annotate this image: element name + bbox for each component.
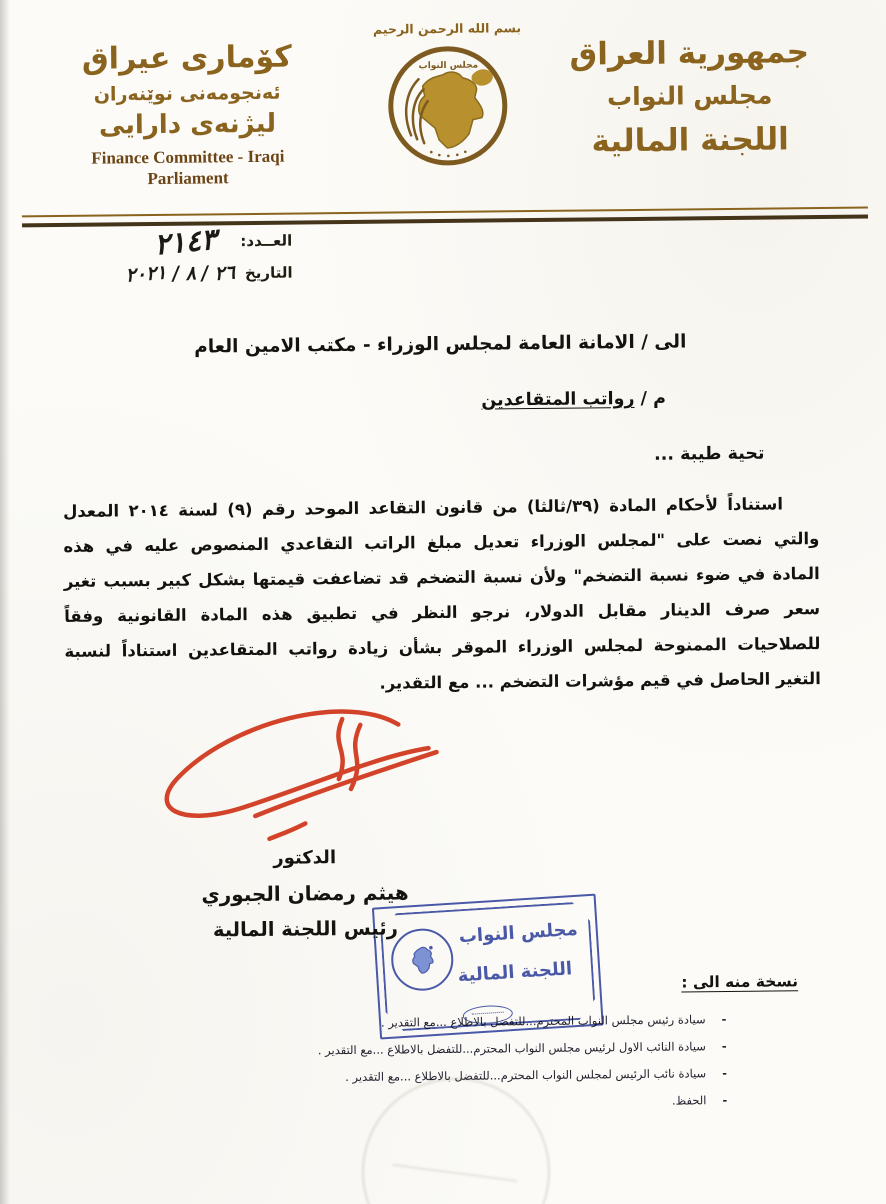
- cc-dash: -: [721, 1039, 727, 1054]
- letterhead-kurdish-line2: ئەنجومەنی نوێنەران: [93, 81, 281, 106]
- stamp-iraq-map-icon: [402, 938, 443, 982]
- letterhead-arabic-line1: جمهورية العراق: [569, 34, 810, 73]
- body-line: استناداً لأحكام المادة (٣٩/ثالثا) من قانون التقاعد الموحد رقم (٩) لسنة ٢٠١٤ المعدل: [62, 494, 784, 521]
- stamp-line2: اللجنة المالية: [457, 958, 573, 987]
- date-label: التاريخ: [244, 263, 293, 283]
- greeting-line: تحية طيبة ...: [653, 443, 765, 465]
- body-line: سعر صرف الدينار مقابل الدولار، نرجو النظر في تطبيق هذه المادة القانونية وفقاً: [64, 599, 821, 626]
- number-label: العــدد:: [240, 231, 293, 251]
- letterhead-english-line1: Finance Committee - Iraqi: [91, 146, 285, 168]
- emblem-bottom-marks: [430, 150, 467, 157]
- letterhead-english-line2: Parliament: [147, 167, 229, 188]
- date-separator: /: [200, 262, 210, 285]
- letterhead-arabic-block: [522, 28, 857, 168]
- iraq-map-shape: [418, 71, 483, 148]
- date-separator: /: [171, 262, 181, 286]
- cc-item-text: الحفظ.: [671, 1093, 707, 1108]
- letterhead-arabic-line2: مجلس النواب: [606, 80, 773, 112]
- body-line: المادة في ضوء نسبة التضخم" ولأن نسبة التضخم قد تضاعفت قيمتها بشكل كبير بسبب تغير: [63, 564, 820, 591]
- body-line: للصلاحيات الممنوحة لمجلس الوزراء الموقر بشأن زيادة رواتب المتقاعدين استناداً لنسبة: [64, 634, 821, 661]
- number-value-handwritten: ٢١٤٣: [152, 221, 218, 262]
- cc-dash: -: [722, 1066, 728, 1081]
- signer-title: الدكتور: [273, 847, 337, 869]
- emblem-top-text: مجلس النواب: [418, 60, 479, 71]
- body-line: والتي نصت على "لمجلس الوزراء تعديل مبلغ الراتب التقاعدي المنصوص عليه في هذه: [63, 529, 820, 556]
- letterhead-kurdish-line1: كۆماری عیراق: [81, 39, 292, 77]
- committee-stamp: [372, 894, 604, 1040]
- letterhead-center-block: [354, 21, 542, 174]
- cc-item-text: سيادة نائب الرئيس لمجلس النواب المحترم...للتفضل بالاطلاع ...مع التقدير .: [345, 1066, 707, 1085]
- date-year-handwritten: ٢٠٢١: [124, 261, 168, 287]
- cc-heading: نسخة منه الى :: [681, 972, 799, 992]
- stamp-line1: مجلس النواب: [458, 918, 579, 948]
- date-day-handwritten: ٢٦: [213, 261, 236, 286]
- handwritten-signature: [136, 690, 448, 848]
- cc-item-text: سيادة رئيس مجلس النواب المحترم...للتفضل بالاطلاع ...مع التقدير .: [380, 1012, 706, 1030]
- subject-line: [481, 389, 666, 411]
- cc-item-text: سيادة النائب الاول لرئيس مجلس النواب المحترم...للتفضل بالاطلاع ...مع التقدير .: [317, 1039, 706, 1058]
- cc-dash: -: [722, 1093, 728, 1108]
- letterhead-arabic-line3: اللجنة المالية: [591, 120, 789, 159]
- subject-text: رواتب المتقاعدين: [481, 388, 635, 411]
- date-month-handwritten: ٨: [184, 262, 197, 286]
- signer-position: رئيس اللجنة المالية: [212, 916, 399, 942]
- reference-block: [30, 221, 293, 287]
- addressee-line: الى / الامانة العامة لمجلس الوزراء - مكتب الامين العام: [194, 331, 687, 358]
- cc-item: [127, 1039, 727, 1059]
- signer-name: هيثم رمضان الجبوري: [201, 880, 409, 907]
- subject-prefix: م /: [634, 388, 666, 409]
- body-line: التغير الحاصل في قيم مؤشرات التضخم ... مع التقدير.: [379, 669, 821, 693]
- letterhead-kurdish-block: [39, 35, 336, 190]
- parliament-emblem-icon: [382, 38, 513, 169]
- letter-body: [63, 486, 821, 704]
- cc-dash: -: [721, 1012, 727, 1027]
- letterhead-kurdish-line3: لیژنەی دارایی: [98, 108, 277, 141]
- bismillah-text: بسم الله الرحمن الرحيم: [372, 20, 522, 37]
